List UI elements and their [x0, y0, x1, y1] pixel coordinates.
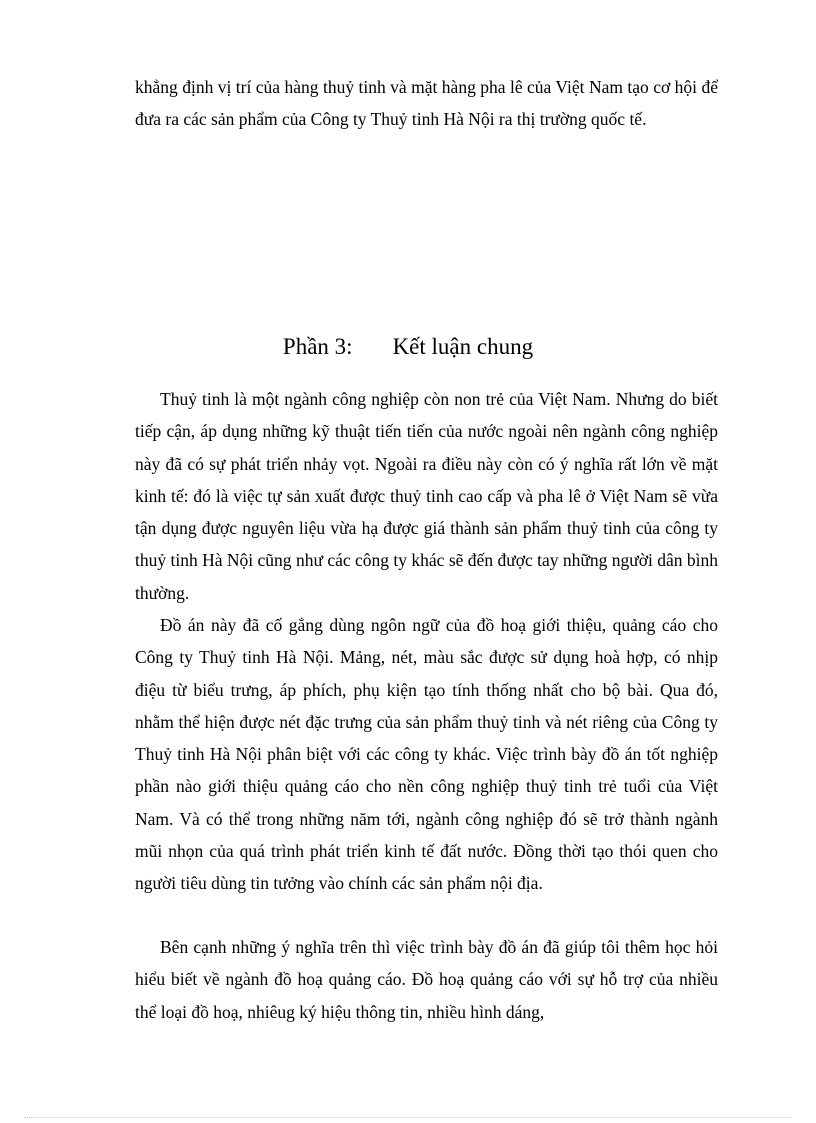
paragraph: Bên cạnh những ý nghĩa trên thì việc trình bày đồ án đã giúp tôi thêm học hỏi hiểu biết về ngành đồ hoạ quảng cáo. Đồ hoạ quảng cáo với sự hỗ trợ của nhiều thể loại đồ hoạ, nhiêug ký hiệu thông tin, nhiều hình dáng,	[135, 937, 718, 1022]
section-heading	[0, 330, 816, 364]
paragraph: Đồ án này đã cố gắng dùng ngôn ngữ của đồ hoạ giới thiệu, quảng cáo cho Công ty Thuỷ tinh Hà Nội. Mảng, nét, màu sắc được sử dụng hoà hợp, có nhịp điệu từ biểu trưng, áp phích, phụ kiện tạo tính thống nhất cho bộ bài. Qua đó, nhằm thể hiện được nét đặc trưng của sản phẩm thuỷ tinh và nét riêng của Công ty Thuỷ tinh Hà Nội phân biệt với các công ty khác. Việc trình bày đồ án tốt nghiệp phần nào giới thiệu quảng cáo cho nền công nghiệp thuỷ tinh trẻ tuổi của Việt Nam. Và có thể trong những năm tới, ngành công nghiệp đó sẽ trở thành ngành mũi nhọn của quá trình phát triển kinh tế đất nước. Đồng thời tạo thói quen cho người tiêu dùng tin tưởng vào chính các sản phẩm nội địa.	[135, 615, 718, 894]
opening-paragraph: khẳng định vị trí của hàng thuỷ tinh và mặt hàng pha lê của Việt Nam tạo cơ hội để đưa ra các sản phẩm của Công ty Thuỷ tinh Hà Nội ra thị trường quốc tế.	[135, 77, 718, 130]
page-bottom-divider	[24, 1117, 792, 1118]
paragraph: Thuỷ tinh là một ngành công nghiệp còn non trẻ của Việt Nam. Nhưng do biết tiếp cận, áp dụng những kỹ thuật tiến tiến của nước ngoài nên ngành công nghiệp này đã có sự phát triển nhảy vọt. Ngoài ra điều này còn có ý nghĩa rất lớn về mặt kinh tế: đó là việc tự sản xuất được thuỷ tinh cao cấp và pha lê ở Việt Nam sẽ vừa tận dụng được nguyên liệu vừa hạ được giá thành sản phẩm thuỷ tinh của công ty thuỷ tinh Hà Nội cũng như các công ty khác sẽ đến được tay những người dân bình thường.	[135, 389, 718, 603]
section-number: Phần 3:	[282, 334, 353, 359]
section-title: Kết luận chung	[392, 334, 534, 359]
